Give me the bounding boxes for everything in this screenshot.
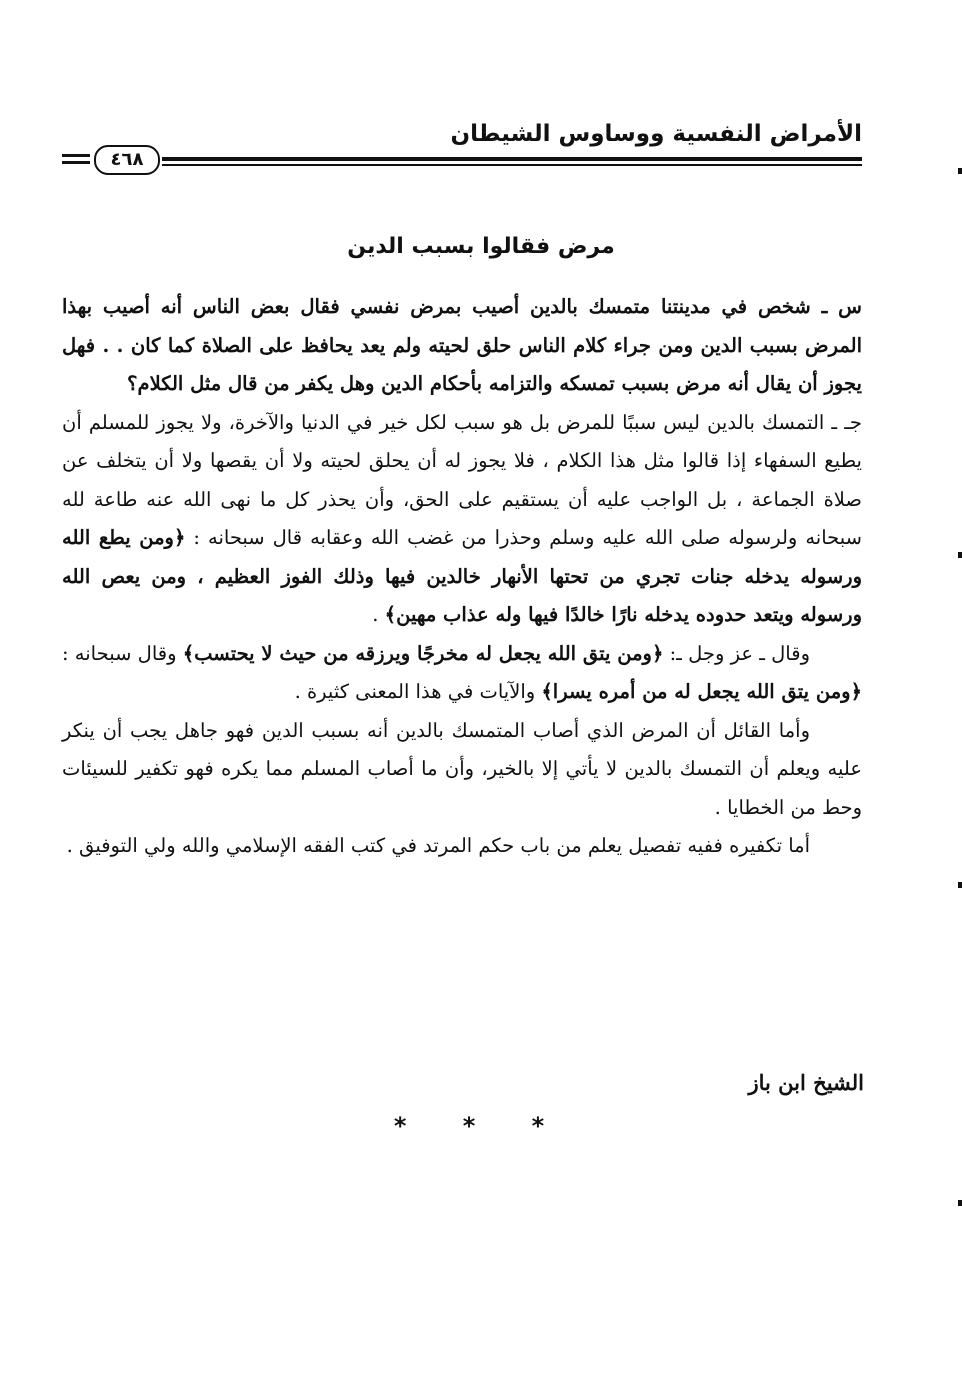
running-header — [130, 118, 862, 158]
quran-verse-2: ﴿ومن يتق الله يجعل له مخرجًا ويرزقه من حيث لا يحتسب﴾ — [182, 641, 664, 665]
section-separator: * * * — [393, 1112, 569, 1140]
answer-paragraph — [62, 404, 862, 635]
question-paragraph — [62, 288, 862, 404]
author-signature: الشيخ ابن باز — [748, 1070, 864, 1095]
verses-end: والآيات في هذا المعنى كثيرة . — [294, 680, 542, 703]
header-rule-thick — [162, 157, 862, 161]
book-title: الأمراض النفسية ووساوس الشيطان — [450, 121, 862, 147]
quran-verse-3: ﴿ومن يتق الله يجعل له من أمره يسرا﴾ — [541, 680, 862, 703]
quran-verse-1: ﴿ومن يطع الله ورسوله يدخله جنات تجري من تحتها الأنهار خالدين فيها وذلك الفوز العظيم ، ومن يعص الله ورسوله ويتعد حدوده يدخله نارًا خالدًا فيها وله عذاب مهين﴾ — [62, 526, 862, 626]
closing-paragraph: أما تكفيره ففيه تفصيل يعلم من باب حكم المرتد في كتب الفقه الإسلامي والله ولي التوفيق . — [66, 834, 810, 857]
answer-prefix: جـ ـ — [824, 410, 862, 434]
article-body — [62, 288, 862, 866]
verses-paragraph — [62, 635, 862, 712]
ruling-paragraph: وأما القائل أن المرض الذي أصاب المتمسك بالدين أنه بسبب الدين فهو جاهل يجب أن ينكر عليه ويعلم أن التمسك بالدين لا يأتي إلا بالخير، وأن ما أصاب المسلم مما يكره فهو تكفير للسيئات وحط من الخطايا . — [62, 718, 862, 819]
verses-mid: وقال سبحانه : — [62, 641, 183, 665]
answer-end: . — [372, 603, 385, 626]
header-rule-thin — [162, 164, 862, 166]
margin-mark — [958, 168, 962, 174]
question-prefix: س ـ — [810, 295, 862, 318]
margin-mark — [958, 882, 962, 888]
margin-mark — [958, 1200, 962, 1206]
answer-text: التمسك بالدين ليس سببًا للمرض بل هو سبب لكل خير في الدنيا والآخرة، ولا يجوز للمسلم أن يطيع السفهاء إذا قالوا مثل هذا الكلام ، فلا يجوز له أن يحلق لحيته ولا أن يقصها ولا أن يتخلف عن صلاة الجماعة ، بل الواجب عليه أن يستقيم على الحق، وأن يحذر كل ما نهى الله عنه طاعة لله سبحانه ولرسوله صلى الله عليه وسلم وحذرا من غضب الله وعقابه قال سبحانه : — [62, 410, 862, 549]
margin-mark — [958, 552, 962, 558]
verses-intro: وقال ـ عز وجل ـ: — [663, 641, 810, 665]
article-title: مرض فقالوا بسبب الدين — [347, 234, 615, 259]
page-number: ٤٦٨ — [94, 145, 160, 175]
header-rule — [62, 156, 862, 168]
question-text: شخص في مدينتنا متمسك بالدين أصيب بمرض نفسي فقال بعض الناس أنه أصيب بهذا المرض بسبب الدين ومن جراء كلام الناس حلق لحيته ولم يعد يحافظ على الصلاة كما كان . . فهل يجوز أن يقال أنه مرض بسبب تمسكه والتزامه بأحكام الدين وهل يكفر من قال مثل الكلام؟ — [62, 295, 862, 395]
